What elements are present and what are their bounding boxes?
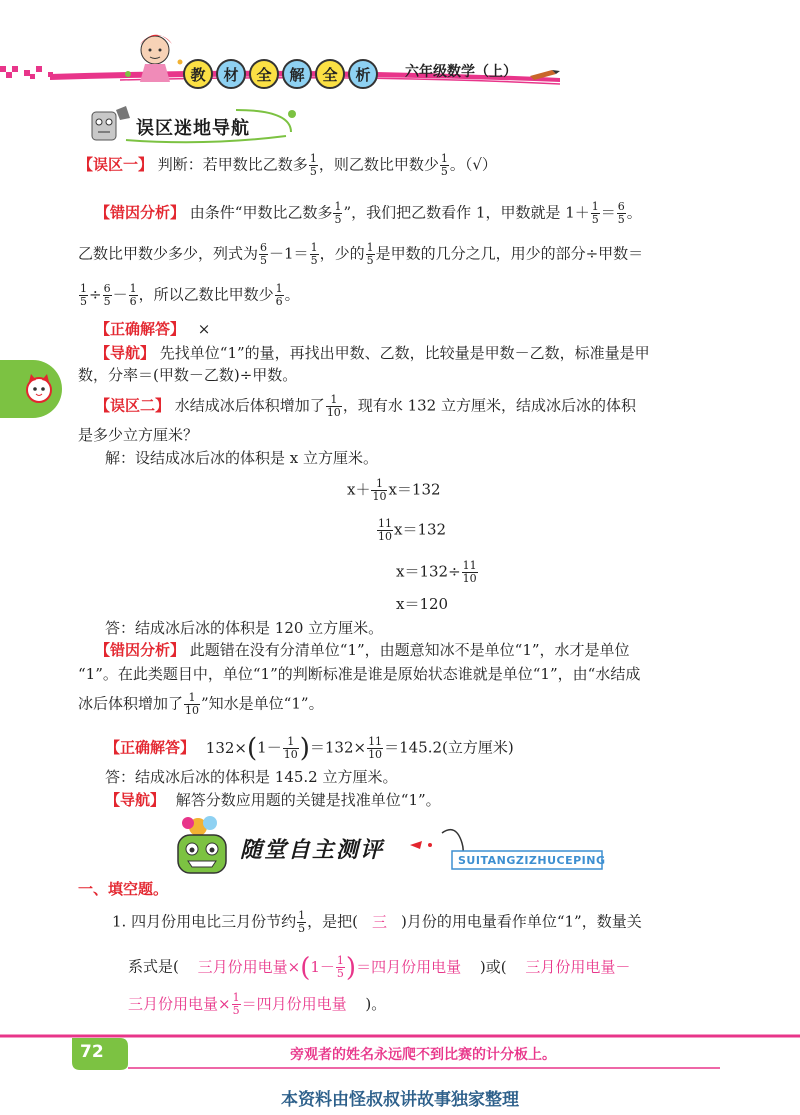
fraction: $\frac{1}{6}$ xyxy=(129,282,137,308)
text: 是多少立方厘米？ xyxy=(78,426,199,444)
correct1-line xyxy=(95,318,210,340)
text: 乙数比甲数少多少，列式为 xyxy=(78,244,259,263)
text: ，则乙数比甲数少 xyxy=(318,155,439,174)
section-title-box xyxy=(86,104,301,148)
text: )月份的用电量看作单位“1”，数量关 xyxy=(400,912,642,931)
header-decoration xyxy=(0,0,800,95)
text: x＝132÷ xyxy=(396,562,461,581)
text: ，所以乙数比甲数少 xyxy=(138,285,274,304)
text: ÷ xyxy=(89,285,102,304)
text: ，少的 xyxy=(319,244,365,263)
text: 系式是( xyxy=(128,957,179,976)
fraction: $\frac{1}{10}$ xyxy=(372,477,387,503)
equation-1 xyxy=(347,478,441,503)
fraction: $\frac{1}{5}$ xyxy=(232,991,240,1017)
text: ＝145.2(立方厘米) xyxy=(384,738,514,757)
banner-pinyin: SUITANGZIZHUCEPING xyxy=(458,854,606,867)
text: －1＝ xyxy=(269,244,309,263)
fraction: $\frac{1}{10}$ xyxy=(185,691,200,717)
title-char: 析 xyxy=(348,59,378,89)
text: 由条件“甲数比乙数多 xyxy=(189,203,333,222)
fraction: $\frac{6}{5}$ xyxy=(617,200,625,226)
page-number: 72 xyxy=(80,1042,104,1062)
analysis1-tag: 【错因分析】 xyxy=(95,203,186,222)
banner-title: 随堂自主测评 xyxy=(240,838,385,863)
guide1-line2 xyxy=(78,364,297,386)
solution-intro xyxy=(105,447,378,469)
analysis2-line1 xyxy=(95,639,630,661)
question1-line3 xyxy=(128,992,386,1017)
fraction: $\frac{1}{5}$ xyxy=(334,200,342,226)
text: x＝132 xyxy=(394,520,447,539)
text: 此题错在没有分清单位“1”，由题意知冰不是单位“1”，水才是单位 xyxy=(189,641,630,659)
mistake1-line xyxy=(78,153,497,178)
fraction: $\frac{6}{5}$ xyxy=(260,241,268,267)
correct1-tag: 【正确解答】 xyxy=(95,320,186,338)
footer-motto: 旁观者的姓名永远爬不到比赛的计分板上。 xyxy=(290,1047,556,1063)
question1-line1 xyxy=(112,910,642,935)
header-bar xyxy=(0,0,800,95)
text: 答：结成冰后冰的体积是 145.2 立方厘米。 xyxy=(105,768,398,786)
fraction: $\frac{1}{5}$ xyxy=(310,241,318,267)
fraction: $\frac{1}{5}$ xyxy=(366,241,374,267)
analysis2-line2 xyxy=(78,663,640,685)
fraction: $\frac{1}{6}$ xyxy=(275,282,283,308)
text: 判断：若甲数比乙数多 xyxy=(157,155,308,174)
mistake2-tag: 【误区二】 xyxy=(95,396,171,415)
fraction: $\frac{1}{10}$ xyxy=(326,393,341,419)
equation-4 xyxy=(396,593,448,615)
analysis1-line3: $\frac{1}{5}$ ÷ $\frac{6}{5}$ － $\frac{1}{6}$ ，所以乙数比甲数少 $\frac{1}{6}$ 。 xyxy=(80,282,300,308)
text: 1－ xyxy=(257,738,282,757)
fraction: $\frac{1}{10}$ xyxy=(283,735,298,761)
fraction: $\frac{1}{5}$ xyxy=(80,282,87,308)
text: 解答分数应用题的关键是找准单位“1”。 xyxy=(175,791,441,809)
question-heading: 一、填空题。 xyxy=(78,880,169,898)
equation-3 xyxy=(396,560,479,585)
question1-line2 xyxy=(128,952,631,983)
text: “1”。在此类题目中，单位“1”的判断标准是谁是原始状态谁就是单位“1”，由“水结成 xyxy=(78,665,641,683)
fraction: $\frac{1}{5}$ xyxy=(336,954,344,980)
analysis1-line2 xyxy=(78,242,643,267)
analysis2-tag: 【错因分析】 xyxy=(95,641,186,659)
footer-credit: 本资料由怪叔叔讲故事独家整理 xyxy=(281,1090,519,1110)
header-title xyxy=(183,59,378,89)
text: ”，我们把乙数看作 1，甲数就是 1＋ xyxy=(343,203,590,222)
answer-blank: 三月份用电量－ xyxy=(525,957,631,976)
title-char: 材 xyxy=(216,59,246,89)
text: 答：结成冰后冰的体积是 120 立方厘米。 xyxy=(105,619,384,637)
fraction: $\frac{1}{5}$ xyxy=(440,152,448,178)
mistake1-tag: 【误区一】 xyxy=(78,155,154,174)
text: x＝132 xyxy=(388,480,441,499)
text: 数，分率＝(甲数－乙数)÷甲数。 xyxy=(78,366,298,384)
monster-mascot-icon xyxy=(160,813,620,883)
correct2-tag: 【正确解答】 xyxy=(105,738,196,757)
mistake2-line2 xyxy=(78,424,198,446)
text: 冰后体积增加了 xyxy=(78,694,184,713)
text: ，是把( xyxy=(307,912,358,931)
analysis2-line3 xyxy=(78,692,324,717)
solution-answer xyxy=(105,617,383,639)
title-char: 解 xyxy=(282,59,312,89)
side-tab xyxy=(0,360,62,418)
footer-bar xyxy=(0,1034,800,1074)
guide2-tag: 【导航】 xyxy=(105,791,166,809)
header-subtitle: 六年级数学（上） xyxy=(405,64,517,80)
title-char: 全 xyxy=(315,59,345,89)
text: 解：设结成冰后冰的体积是 x 立方厘米。 xyxy=(105,449,378,467)
analysis1-line1 xyxy=(95,201,642,226)
text: )或( xyxy=(479,957,507,976)
text: 。 xyxy=(626,203,642,222)
guide1-tag: 【导航】 xyxy=(95,344,156,362)
fraction: $\frac{11}{10}$ xyxy=(462,559,477,585)
title-char: 全 xyxy=(249,59,279,89)
equation-2 xyxy=(376,518,446,543)
text: 先找单位“1”的量，再找出甲数、乙数，比较量是甲数－乙数，标准量是甲 xyxy=(159,344,650,362)
guide2-line xyxy=(105,789,441,811)
guide1-line1 xyxy=(95,342,650,364)
title-char: 教 xyxy=(183,59,213,89)
section-title: 误区迷地导航 xyxy=(136,118,250,139)
test-banner xyxy=(160,813,620,883)
fraction: $\frac{6}{5}$ xyxy=(103,282,111,308)
question-number: 1. xyxy=(112,912,127,931)
fraction: $\frac{1}{5}$ xyxy=(591,200,599,226)
fraction: $\frac{11}{10}$ xyxy=(368,735,383,761)
text: ，现有水 132 立方厘米，结成冰后冰的体积 xyxy=(342,396,636,415)
answer-blank: 三月份用电量×(1－ $\frac{1}{5}$ )＝四月份用电量 xyxy=(197,952,462,983)
mistake2-line1 xyxy=(95,394,636,419)
text: 是甲数的几分之几，用少的部分÷甲数＝ xyxy=(375,244,644,263)
answer-blank: 三 xyxy=(371,912,387,931)
correct2-answer xyxy=(105,766,397,788)
fraction: $\frac{1}{5}$ xyxy=(309,152,317,178)
fraction: $\frac{11}{10}$ xyxy=(378,517,392,543)
text: 。 xyxy=(284,285,300,304)
correct1-answer: × xyxy=(197,320,211,338)
text: ＝132× xyxy=(309,738,367,757)
cat-face-icon xyxy=(22,372,56,406)
text: ＝ xyxy=(600,203,616,222)
answer-blank: 三月份用电量× $\frac{1}{5}$ ＝四月份用电量 xyxy=(128,991,347,1017)
text: 四月份用电比三月份节约 xyxy=(131,912,297,931)
text: 。（√） xyxy=(449,155,497,174)
correct2-line: 【正确解答】 132×(1－ $\frac{1}{10}$ )＝132× $\frac{11}{10}$ ＝145.2(立方厘米) xyxy=(105,733,514,764)
text: ”知水是单位“1”。 xyxy=(201,694,324,713)
text: x＝120 xyxy=(396,595,449,613)
fraction: $\frac{1}{5}$ xyxy=(298,909,306,935)
text: )。 xyxy=(365,994,387,1013)
text: 132× xyxy=(205,738,247,757)
text: x＋ xyxy=(347,480,371,499)
text: 水结成冰后体积增加了 xyxy=(174,396,325,415)
